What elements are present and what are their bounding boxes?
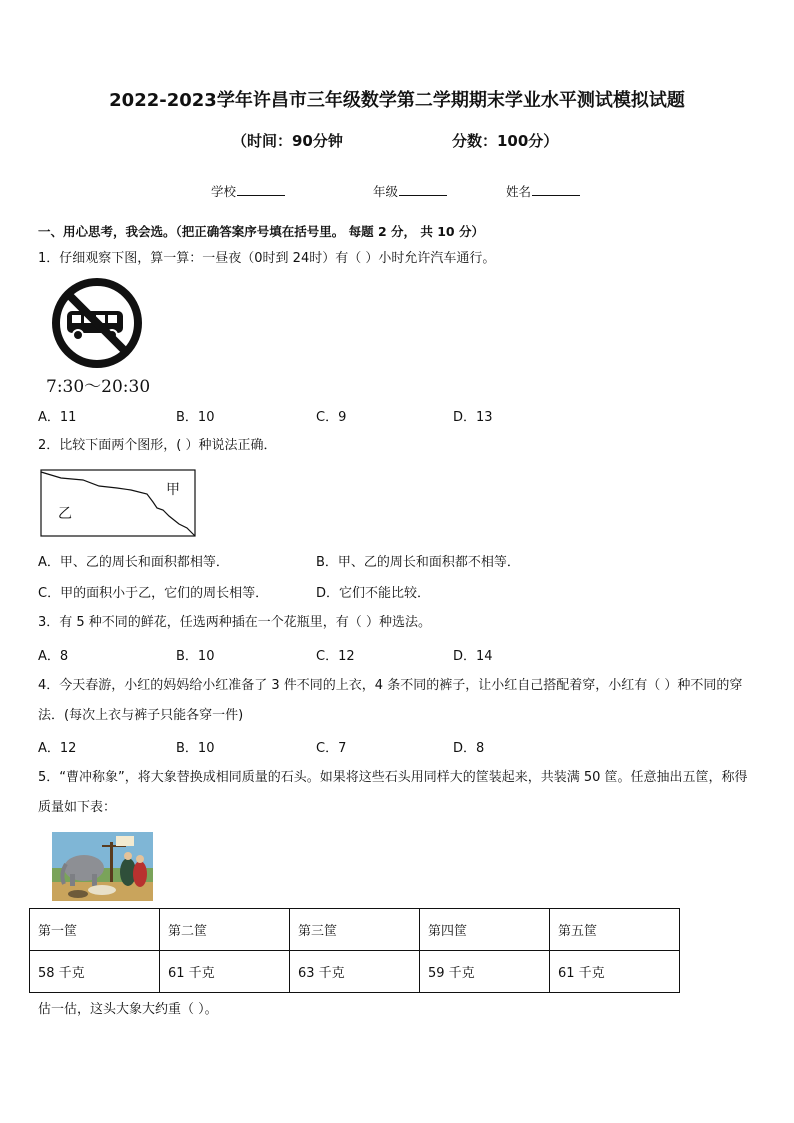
basket-weights-table	[29, 908, 680, 993]
school-blank[interactable]	[237, 183, 285, 196]
sign-time-label: 7:30～20:30	[46, 377, 151, 397]
school-label: 学校	[211, 184, 237, 199]
q2-option-d[interactable]: D．它们不能比较．	[316, 586, 431, 601]
question-4: 4．今天春游，小红的妈妈给小红准备了 3 件不同的上衣，4 条不同的裤子，让小红自己搭配着穿，小红有（ ）种不同的穿法．(每次上衣与裤子只能各穿一件)	[38, 678, 743, 723]
q3-option-a[interactable]: A．8	[38, 649, 69, 664]
q1-option-d[interactable]: D．13	[453, 410, 493, 425]
table-header-cell: 第三筐	[290, 909, 420, 951]
grade-field[interactable]	[373, 182, 447, 200]
q1-option-c[interactable]: C．9	[316, 410, 347, 425]
q2-option-a[interactable]: A．甲、乙的周长和面积都相等．	[38, 555, 229, 570]
question-1: 1．仔细观察下图，算一算：一昼夜（0时到 24时）有（ ）小时允许汽车通行。	[38, 251, 496, 266]
table-header-cell: 第二筐	[160, 909, 290, 951]
no-bus-sign-icon	[50, 277, 146, 369]
table-row	[30, 951, 680, 993]
exam-score: 分数：100分）	[452, 132, 559, 150]
name-blank[interactable]	[532, 183, 580, 196]
q2-option-c[interactable]: C．甲的面积小于乙，它们的周长相等．	[38, 586, 269, 601]
table-header-cell: 第四筐	[420, 909, 550, 951]
exam-time: （时间：90分钟	[232, 132, 343, 150]
cao-chong-elephant-illustration	[52, 832, 153, 901]
name-label: 姓名	[506, 184, 532, 199]
table-cell: 63 千克	[290, 951, 420, 993]
school-field[interactable]	[211, 182, 285, 200]
q2-option-b[interactable]: B．甲、乙的周长和面积都不相等．	[316, 555, 520, 570]
question-5: 5．“曹冲称象”，将大象替换成相同质量的石头。如果将这些石头用同样大的筐装起来，共装满 50 筐。任意抽出五筐，称得质量如下表：	[38, 770, 748, 815]
table-cell: 58 千克	[30, 951, 160, 993]
table-header-cell: 第五筐	[550, 909, 680, 951]
section-heading: 一、用心思考，我会选。（把正确答案序号填在括号里。 每题 2 分， 共 10 分）	[38, 224, 484, 239]
q4-option-b[interactable]: B．10	[176, 741, 215, 756]
table-header-cell: 第一筐	[30, 909, 160, 951]
q4-option-c[interactable]: C．7	[316, 741, 347, 756]
q4-option-d[interactable]: D．8	[453, 741, 485, 756]
question-2: 2．比较下面两个图形，( ）种说法正确．	[38, 438, 277, 453]
table-cell: 59 千克	[420, 951, 550, 993]
question-5-prompt: 估一估，这头大象大约重（ ）。	[38, 1002, 218, 1017]
q4-option-a[interactable]: A．12	[38, 741, 77, 756]
table-cell: 61 千克	[550, 951, 680, 993]
name-field[interactable]	[506, 182, 580, 200]
grade-label: 年级	[373, 184, 399, 199]
shape-label-jia: 甲	[166, 482, 180, 498]
q3-option-b[interactable]: B．10	[176, 649, 215, 664]
q1-option-b[interactable]: B．10	[176, 410, 215, 425]
grade-blank[interactable]	[399, 183, 447, 196]
q1-option-a[interactable]: A．11	[38, 410, 77, 425]
table-header-row	[30, 909, 680, 951]
q3-option-c[interactable]: C．12	[316, 649, 355, 664]
table-cell: 61 千克	[160, 951, 290, 993]
page-title: 2022-2023学年许昌市三年级数学第二学期期末学业水平测试模拟试题	[109, 90, 685, 111]
question-3: 3．有 5 种不同的鲜花，任选两种插在一个花瓶里，有（ ）种选法。	[38, 615, 431, 630]
shape-label-yi: 乙	[58, 506, 72, 522]
q3-option-d[interactable]: D．14	[453, 649, 493, 664]
